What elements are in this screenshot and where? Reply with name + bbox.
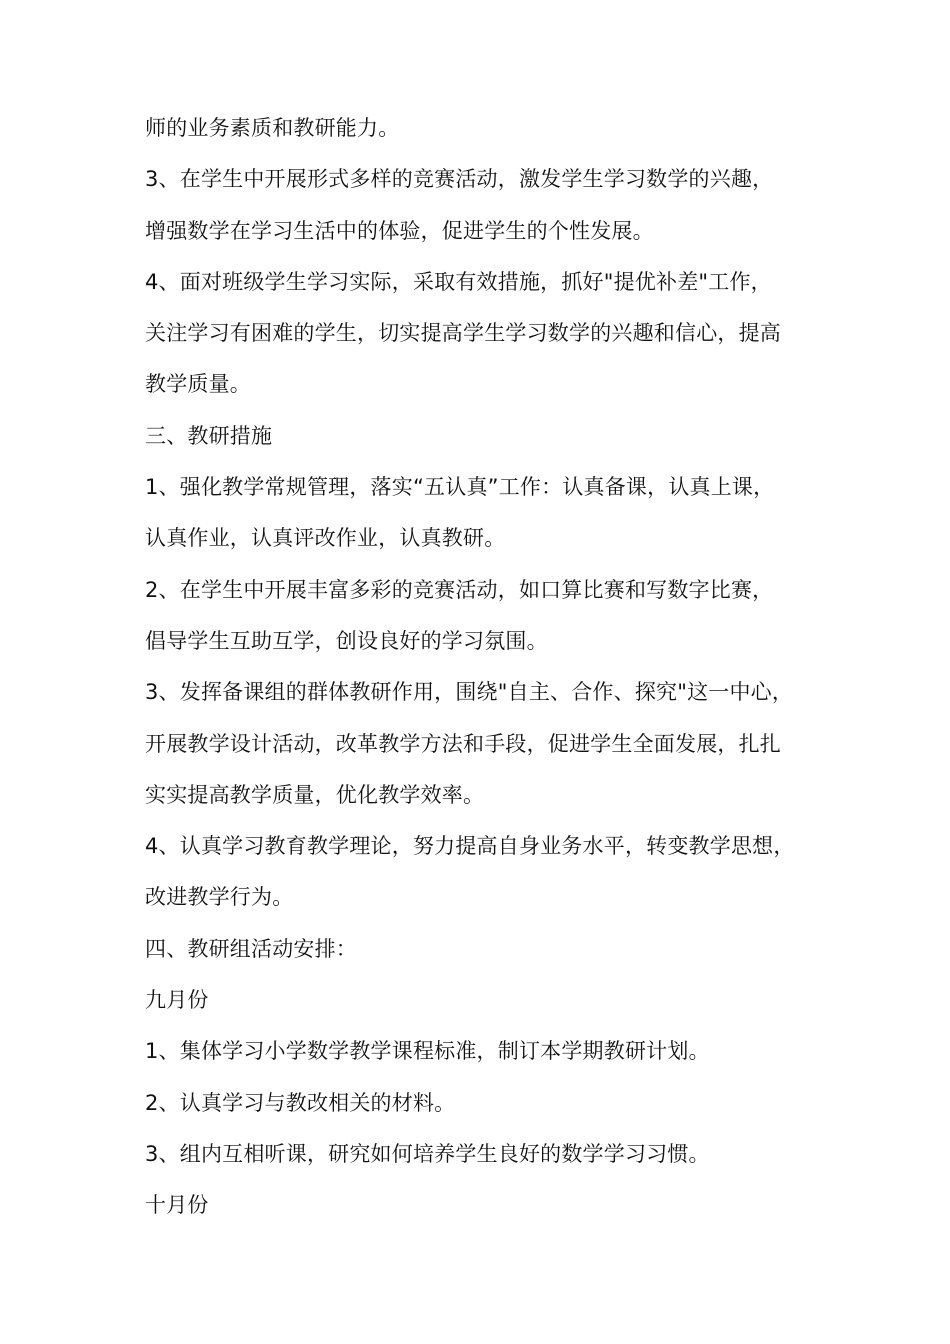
text-line: 认真作业，认真评改作业，认真教研。: [145, 526, 506, 551]
month-heading: 十月份: [145, 1193, 209, 1218]
section-heading: 四、教研组活动安排：: [145, 936, 357, 961]
text-line: 2、在学生中开展丰富多彩的竞赛活动，如口算比赛和写数字比赛，: [145, 577, 774, 602]
text-line: 2、认真学习与教改相关的材料。: [145, 1090, 456, 1115]
month-heading: 九月份: [145, 988, 209, 1013]
text-line: 倡导学生互助互学，创设良好的学习氛围。: [145, 628, 548, 653]
text-line: 开展教学设计活动，改革教学方法和手段，促进学生全面发展，扎扎: [145, 731, 781, 756]
text-line: 3、发挥备课组的群体教研作用，围绕"自主、合作、探究"这一中心，: [145, 680, 794, 705]
document-body: [145, 116, 825, 1245]
text-line: 3、组内互相听课，研究如何培养学生良好的数学学习习惯。: [145, 1141, 710, 1166]
text-line: 1、强化教学常规管理，落实“五认真”工作：认真备课，认真上课，: [145, 475, 775, 500]
text-line: 实实提高教学质量，优化教学效率。: [145, 782, 485, 807]
text-line: 改进教学行为。: [145, 885, 294, 910]
text-line: 1、集体学习小学数学教学课程标准，制订本学期教研计划。: [145, 1039, 710, 1064]
text-line: 3、在学生中开展形式多样的竞赛活动，激发学生学习数学的兴趣，: [145, 167, 774, 192]
text-line: 增强数学在学习生活中的体验，促进学生的个性发展。: [145, 218, 654, 243]
text-line: 师的业务素质和教研能力。: [145, 116, 400, 140]
text-line: 4、面对班级学生学习实际，采取有效措施，抓好"提优补差"工作，: [145, 269, 772, 294]
text-line: 教学质量。: [145, 372, 251, 397]
section-heading: 三、教研措施: [145, 423, 273, 448]
text-line: 4、认真学习教育教学理论，努力提高自身业务水平，转变教学思想，: [145, 834, 795, 859]
text-line: 关注学习有困难的学生，切实提高学生学习数学的兴趣和信心，提高: [145, 321, 781, 346]
